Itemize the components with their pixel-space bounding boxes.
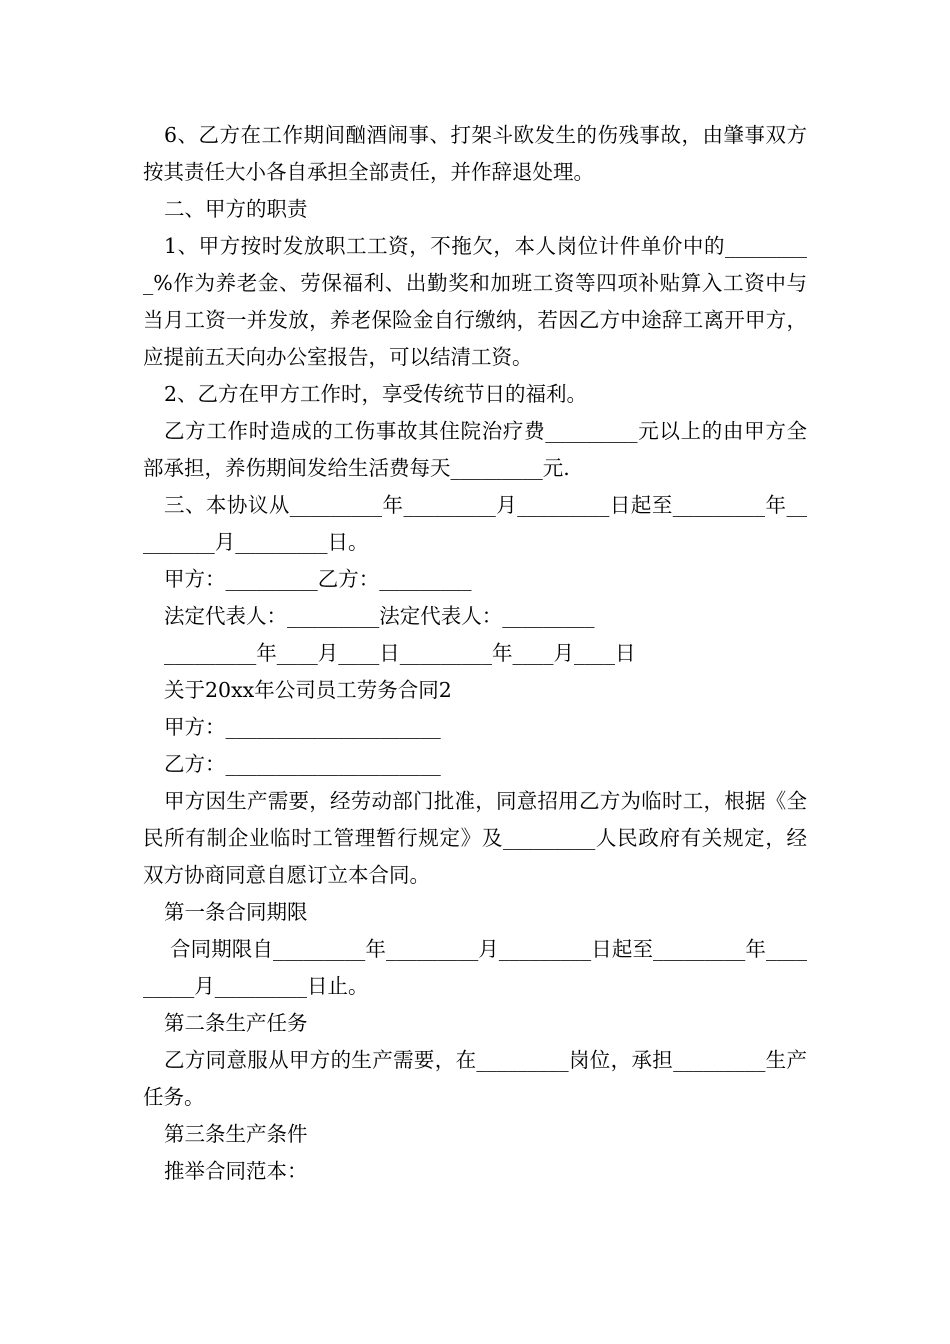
paragraph-injury-expenses: 乙方工作时造成的工伤事故其住院治疗费_________元以上的由甲方全部承担，养伤期间发给生活费每天_________元.: [143, 419, 807, 480]
article-1-contract-term: 合同期限自_________年_________月_________日起至_________年_________月_________日止。: [143, 937, 807, 998]
article-2-heading: 第二条生产任务: [164, 1011, 308, 1035]
article-1-heading: 第一条合同期限: [164, 900, 308, 924]
contract-2-party-a: 甲方：_____________________: [164, 715, 441, 739]
paragraph-party-a-duty-2: 2、乙方在甲方工作时，享受传统节日的福利。: [164, 382, 588, 406]
paragraph-party-a-duty-1: 1、甲方按时发放职工工资，不拖欠，本人岗位计件单价中的_________%作为养老金、劳保福利、出勤奖和加班工资等四项补贴算入工资中与当月工资一并发放，养老保险金自行缴纳，若因乙方中途辞工离开甲方，应提前五天向办公室报告，可以结清工资。: [143, 234, 807, 369]
paragraph-clause-6: 6、乙方在工作期间酗酒闹事、打架斗欧发生的伤残事故，由肇事双方按其责任大小各自承担全部责任，并作辞退处理。: [143, 123, 807, 184]
contract-2-party-b: 乙方：_____________________: [164, 752, 441, 776]
article-2-production-task: 乙方同意服从甲方的生产需要，在_________岗位，承担_________生产任务。: [143, 1048, 807, 1109]
signature-representatives-line: 法定代表人：_________法定代表人：_________: [164, 604, 595, 628]
signature-dates-line: _________年____月____日_________年____月____日: [164, 641, 636, 665]
document-body: [143, 117, 807, 1190]
signature-parties-line: 甲方：_________乙方：_________: [164, 567, 472, 591]
contract-2-title: 关于20xx年公司员工劳务合同2: [164, 678, 452, 702]
article-3-heading: 第三条生产条件: [164, 1122, 308, 1146]
contract-2-preamble: 甲方因生产需要，经劳动部门批准，同意招用乙方为临时工，根据《全民所有制企业临时工管理暂行规定》及_________人民政府有关规定，经双方协商同意自愿订立本合同。: [143, 789, 807, 887]
paragraph-agreement-term: 三、本协议从_________年_________月_________日起至_________年_________月_________日。: [143, 493, 807, 554]
recommended-templates-label: 推举合同范本：: [164, 1159, 308, 1183]
section-heading-party-a-duties: 二、甲方的职责: [164, 197, 308, 221]
